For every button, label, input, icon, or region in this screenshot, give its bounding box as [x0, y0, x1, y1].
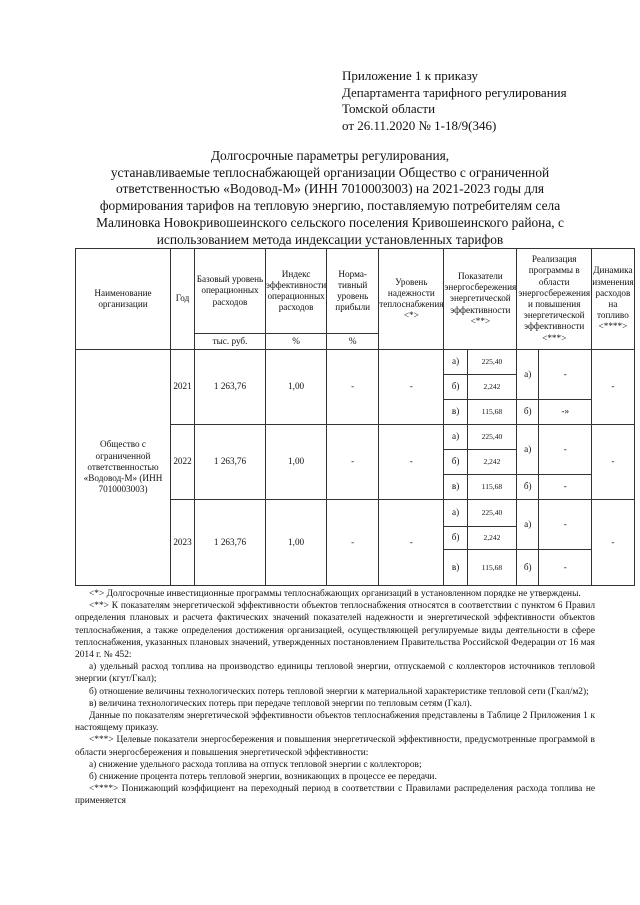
- eff-value: 225,40: [467, 425, 517, 450]
- row-profit: -: [327, 350, 379, 425]
- header-efficiency: Показатели энергосбережения энергетической эффективности <**>: [444, 249, 517, 350]
- eff-label: б): [444, 450, 467, 475]
- row-fuel: -: [592, 425, 634, 500]
- row-reliability: -: [379, 425, 444, 500]
- footnote-1: <*> Долгосрочные инвестиционные программы теплоснабжающих организаций в установленном порядке не утверждены.: [89, 589, 581, 599]
- title-line: устанавливаемые теплоснабжающей организации Общество с ограниченной: [110, 164, 550, 180]
- footnote-2: <**> К показателям энергетической эффективности объектов теплоснабжения относятся в соответствии с пунктом 6 Правил определения плановых и расчета фактических значений показателей надежности и энергетической эффективности объектов теплоснабжения, а также определения достижения организацией, осуществляющей регулируемые виды деятельности в сфере теплоснабжения, указанных плановых значений, утвержденных постановлением Правительства Российской Федерации от 16 мая 2014 г. № 452:: [75, 601, 595, 661]
- eff-value: 225,40: [467, 500, 517, 527]
- prog-label: б): [517, 550, 539, 586]
- title-line: формирования тарифов на тепловую энергию, поставляемую потребителям села: [99, 198, 561, 214]
- eff-label: а): [444, 350, 467, 375]
- title-line: Долгосрочные параметры регулирования,: [210, 148, 450, 163]
- row-fuel: -: [592, 350, 634, 425]
- row-reliability: -: [379, 350, 444, 425]
- row-index: 1,00: [266, 500, 327, 586]
- unit-base: тыс. руб.: [195, 334, 266, 350]
- prog-label: а): [517, 500, 539, 550]
- footnote-3b: б) снижение процента потерь тепловой энергии, возникающих в процессе ее передачи.: [89, 772, 437, 783]
- row-year: 2021: [171, 350, 195, 425]
- header-base: Базовый уровень операционных расходов: [195, 249, 266, 334]
- title-line: Малиновка Новокривошеинского сельского поселения Кривошеинского района, с: [96, 214, 564, 230]
- eff-value: 225,40: [467, 350, 517, 375]
- header-org: Наименование организации: [76, 249, 171, 350]
- table-header-row: [76, 249, 635, 334]
- footnote-3a: а) снижение удельного расхода топлива на отпуск тепловой энергии с коллекторов;: [89, 759, 422, 770]
- header-reliability: Уровень надежности теплоснабжения <*>: [379, 249, 444, 350]
- eff-value: 2,242: [467, 375, 517, 400]
- eff-value: 2,242: [467, 450, 517, 475]
- title-line: использованием метода индексации установленных тарифов: [156, 231, 504, 247]
- title-line: ответственностью «Водовод-М» (ИНН 7010003003) на 2021-2023 годы для: [115, 181, 545, 197]
- approval-line: от 26.11.2020 № 1-18/9(346): [342, 117, 497, 133]
- prog-label: а): [517, 425, 539, 475]
- eff-label: в): [444, 475, 467, 500]
- org-name: Общество с ограниченной ответственностью «Водовод-М» (ИНН 7010003003): [76, 350, 171, 586]
- row-year: 2023: [171, 500, 195, 586]
- row-base: 1 263,76: [195, 500, 266, 586]
- header-profit: Норма-тивный уровень прибыли: [327, 249, 379, 334]
- approval-block: [342, 68, 567, 134]
- prog-value: -: [539, 425, 592, 475]
- header-index: Индекс эффективности операционных расходов: [266, 249, 327, 334]
- eff-value: 115,68: [467, 475, 517, 500]
- prog-value: -: [539, 550, 592, 586]
- approval-line: Томской области: [342, 101, 436, 116]
- row-profit: -: [327, 425, 379, 500]
- unit-profit: %: [327, 334, 379, 350]
- prog-label: б): [517, 400, 539, 425]
- prog-value: -: [539, 500, 592, 550]
- eff-value: 2,242: [467, 527, 517, 550]
- eff-label: б): [444, 375, 467, 400]
- row-base: 1 263,76: [195, 425, 266, 500]
- footnote-2b: б) отношение величины технологических потерь тепловой энергии к материальной характеристике тепловой сети (Гкал/м2);: [89, 686, 589, 697]
- header-program: Реализация программы в области энергосбережения и повышения энергетической эффективности <***>: [517, 249, 592, 350]
- header-fuel: Динамика изменения расходов на топливо <****>: [592, 249, 634, 350]
- footnote-2a: а) удельный расход топлива на производство единицы тепловой энергии, отпускаемой с коллекторов источников тепловой энергии (кгут/Гкал);: [75, 662, 595, 685]
- table-row: [76, 350, 635, 375]
- footnotes: [75, 588, 595, 808]
- footnote-4: <****> Понижающий коэффициент на переходный период в соответствии с Правилами распределения расхода топлива не применяется: [75, 784, 595, 807]
- eff-label: в): [444, 400, 467, 425]
- approval-line: Департамента тарифного регулирования: [342, 84, 567, 100]
- unit-index: %: [266, 334, 327, 350]
- row-base: 1 263,76: [195, 350, 266, 425]
- row-reliability: -: [379, 500, 444, 586]
- eff-label: в): [444, 550, 467, 586]
- prog-label: б): [517, 475, 539, 500]
- prog-value: -: [539, 475, 592, 500]
- eff-label: а): [444, 500, 467, 527]
- parameters-table: [75, 248, 635, 586]
- footnote-2d: Данные по показателям энергетической эффективности объектов теплоснабжения представлены в Таблице 2 Приложения 1 к настоящему приказу.: [75, 711, 595, 734]
- row-index: 1,00: [266, 350, 327, 425]
- eff-value: 115,68: [467, 550, 517, 586]
- approval-line: Приложение 1 к приказу: [342, 68, 479, 83]
- row-profit: -: [327, 500, 379, 586]
- header-year: Год: [171, 249, 195, 350]
- eff-label: а): [444, 425, 467, 450]
- document-title: [70, 148, 590, 248]
- prog-value: -»: [539, 400, 592, 425]
- row-index: 1,00: [266, 425, 327, 500]
- row-fuel: -: [592, 500, 634, 586]
- footnote-2c: в) величина технологических потерь при передаче тепловой энергии по тепловым сетям (Гкал).: [89, 698, 472, 709]
- eff-label: б): [444, 527, 467, 550]
- prog-label: а): [517, 350, 539, 400]
- eff-value: 115,68: [467, 400, 517, 425]
- prog-value: -: [539, 350, 592, 400]
- row-year: 2022: [171, 425, 195, 500]
- footnote-3: <***> Целевые показатели энергосбережения и повышения энергетической эффективности, предусмотренные программой в области энергосбережения и повышения энергетической эффективности:: [75, 735, 595, 758]
